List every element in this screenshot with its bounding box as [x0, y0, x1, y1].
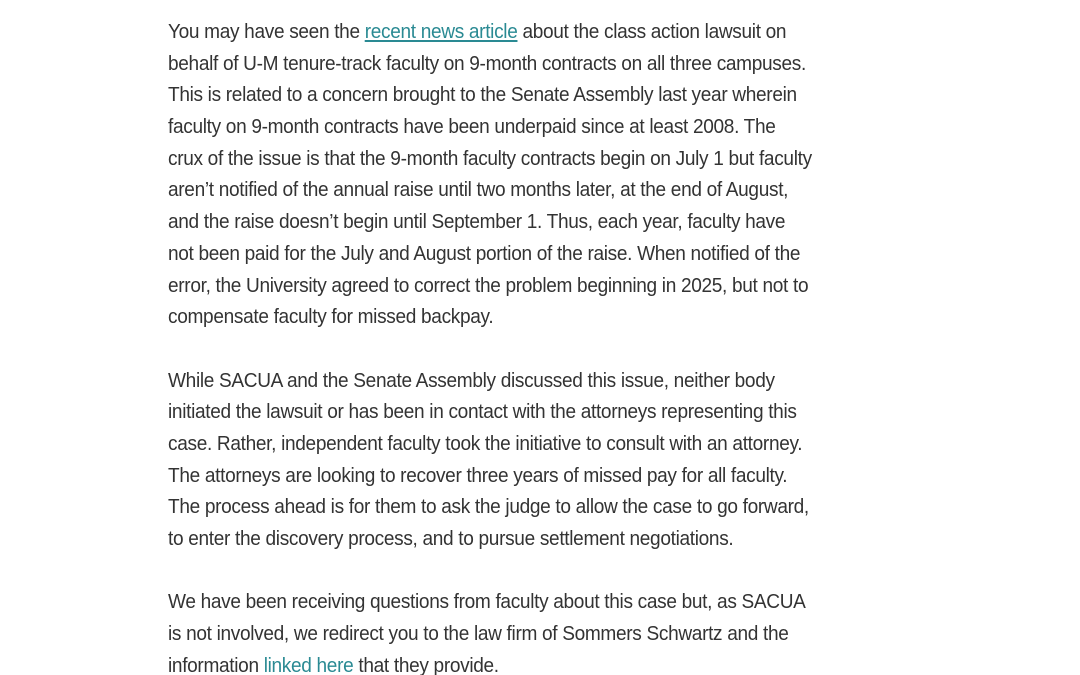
text-line: behalf of U-M tenure-track faculty on 9-month contracts on all three campuses. [168, 51, 806, 75]
text-line [168, 650, 875, 675]
text-line: to enter the discovery process, and to pursue settlement negotiations. [168, 527, 734, 550]
text-line: faculty on 9-month contracts have been underpaid since at least 2008. The [168, 115, 776, 139]
text-line: The process ahead is for them to ask the judge to allow the case to go forward, [168, 495, 809, 519]
paragraph-spacer [168, 333, 928, 365]
text-line: error, the University agreed to correct the problem beginning in 2025, but not to [168, 273, 809, 297]
text-line: aren’t notified of the annual raise until two months later, at the end of August, [168, 178, 789, 202]
paragraph-lawsuit-background [168, 16, 928, 333]
text-line: is not involved, we redirect you to the law firm of Sommers Schwartz and the [168, 622, 789, 646]
text-line: We have been receiving questions from faculty about this case but, as SACUA [168, 590, 806, 614]
text-line: crux of the issue is that the 9-month faculty contracts begin on July 1 but faculty [168, 146, 812, 170]
text-segment: You may have seen the [168, 20, 365, 43]
paragraph-sacua-involvement [168, 365, 928, 555]
text-line: initiated the lawsuit or has been in contact with the attorneys representing this [168, 400, 797, 424]
text-line: not been paid for the July and August portion of the raise. When notified of the [168, 241, 801, 265]
paragraph-spacer [168, 555, 928, 587]
linked-here-link[interactable]: linked here [263, 653, 354, 675]
text-line: and the raise doesn’t begin until September 1. Thus, each year, faculty have [168, 210, 786, 234]
text-line: While SACUA and the Senate Assembly discussed this issue, neither body [168, 368, 775, 392]
text-line: compensate faculty for missed backpay. [168, 305, 494, 329]
recent-news-article-link[interactable]: recent news article [364, 20, 518, 43]
text-line: This is related to a concern brought to the Senate Assembly last year wherein [168, 83, 797, 107]
paragraph-redirect [168, 586, 928, 675]
document-body [168, 16, 928, 675]
text-line: case. Rather, independent faculty took the initiative to consult with an attorney. [168, 431, 803, 455]
text-segment: that they provide. [353, 653, 499, 675]
text-line [168, 16, 875, 48]
text-segment: information [168, 653, 264, 675]
text-segment: about the class action lawsuit on [517, 20, 787, 43]
text-line: The attorneys are looking to recover three years of missed pay for all faculty. [168, 463, 788, 487]
